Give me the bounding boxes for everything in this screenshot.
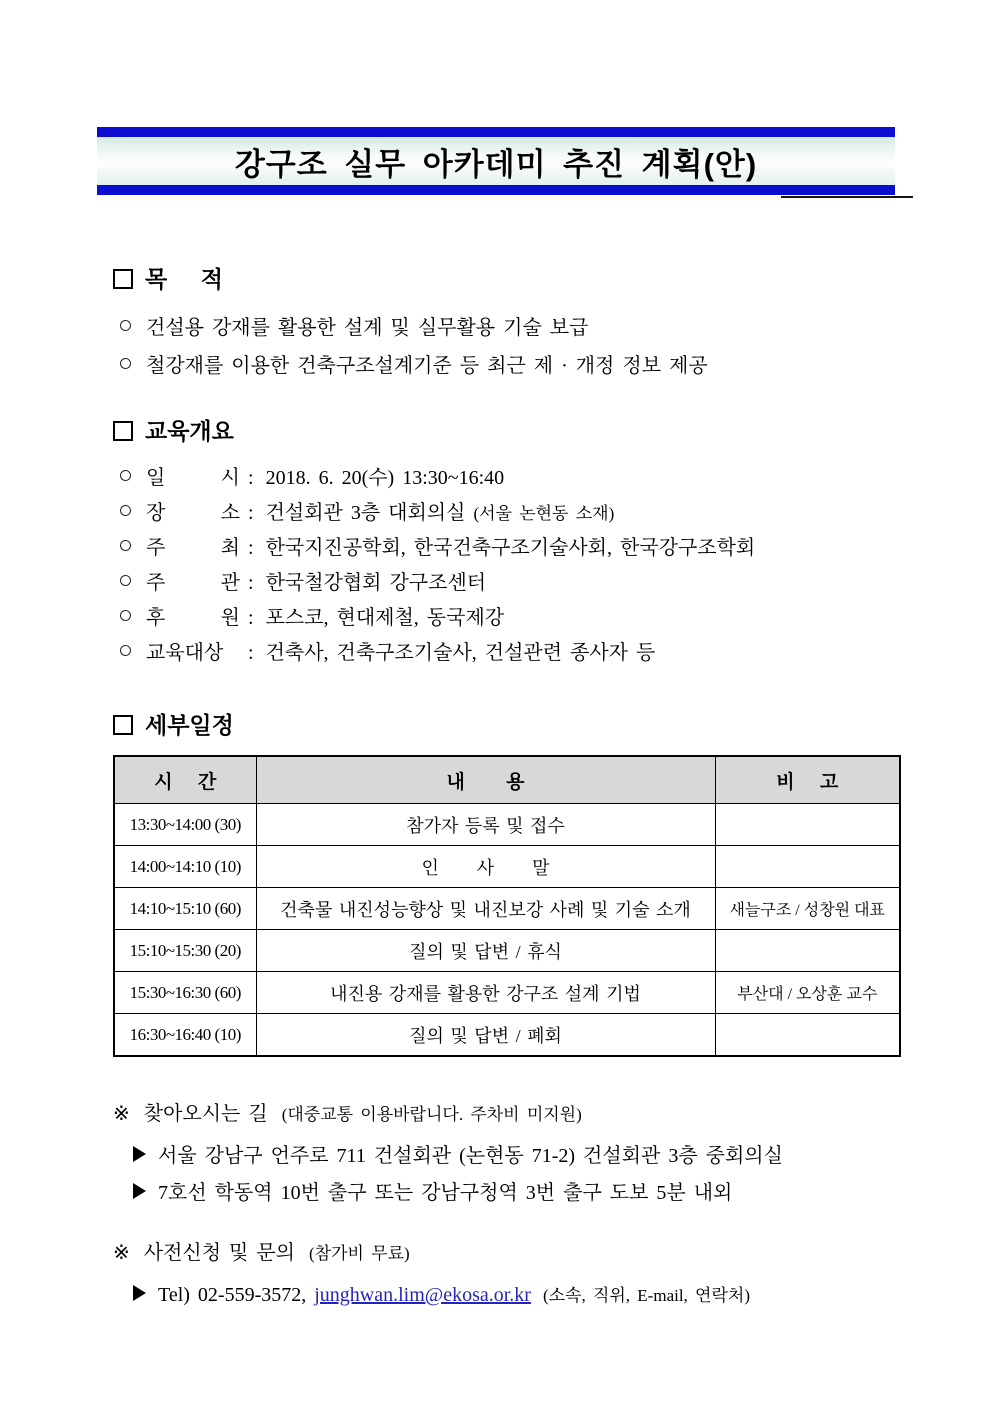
- hollow-square-icon: [113, 269, 133, 289]
- schedule-row: [114, 888, 900, 930]
- schedule-row: [114, 930, 900, 972]
- reference-mark-icon: ※: [113, 1242, 130, 1264]
- contact-heading: [113, 1238, 899, 1269]
- note-cell: 부산대 / 오상훈 교수: [715, 972, 900, 1014]
- email-link[interactable]: junghwan.lim@ekosa.or.kr: [314, 1284, 531, 1306]
- overview-colon: :: [248, 642, 254, 664]
- purpose-heading-label: 목 적: [145, 266, 223, 292]
- content-cell: 내진용 강재를 활용한 강구조 설계 기법: [256, 972, 715, 1014]
- circle-bullet-icon: [120, 470, 131, 481]
- overview-label: 주 최: [146, 537, 240, 559]
- title-banner: [97, 127, 895, 195]
- schedule-row: [114, 972, 900, 1014]
- header-cell-content: 내 용: [256, 756, 715, 804]
- directions-list: [133, 1138, 899, 1212]
- overview-list: [117, 461, 899, 671]
- content-cell: 건축물 내진성능향상 및 내진보강 사례 및 기술 소개: [256, 888, 715, 930]
- contact-heading-note: (참가비 무료): [309, 1244, 410, 1263]
- overview-value: 건설회관 3층 대회의실: [265, 502, 466, 524]
- purpose-item: [117, 309, 899, 347]
- circle-bullet-icon: [120, 320, 131, 331]
- circle-bullet-icon: [120, 540, 131, 551]
- overview-value: 건축사, 건축구조기술사, 건설관련 종사자 등: [265, 642, 656, 664]
- overview-row: [117, 636, 899, 671]
- overview-value: 포스코, 현대제철, 동국제강: [265, 607, 505, 629]
- circle-bullet-icon: [120, 610, 131, 621]
- table-header-row: [114, 756, 900, 804]
- overview-value: 2018. 6. 20(수) 13:30~16:40: [265, 467, 505, 489]
- direction-item: [133, 1138, 899, 1175]
- circle-bullet-icon: [120, 505, 131, 516]
- circle-bullet-icon: [120, 358, 131, 369]
- section-overview-heading: [113, 417, 899, 445]
- note-cell: 새늘구조 / 성창원 대표: [715, 888, 900, 930]
- overview-label: 일 시: [146, 467, 240, 489]
- content-cell: 질의 및 답변 / 휴식: [256, 930, 715, 972]
- overview-row: [117, 566, 899, 601]
- time-cell: 16:30~16:40 (10): [114, 1014, 256, 1057]
- arrow-bullet-icon: [133, 1183, 146, 1199]
- schedule-row: [114, 846, 900, 888]
- overview-value: 한국지진공학회, 한국건축구조기술사회, 한국강구조학회: [265, 537, 756, 559]
- overview-colon: :: [248, 502, 254, 524]
- overview-value-note: (서울 논현동 소재): [473, 504, 615, 523]
- directions-section: [113, 1099, 899, 1212]
- schedule-table: [113, 755, 901, 1057]
- banner-body: [97, 137, 895, 185]
- banner-bottom-bar: [97, 185, 895, 195]
- time-cell: 15:10~15:30 (20): [114, 930, 256, 972]
- header-cell-note: 비 고: [715, 756, 900, 804]
- purpose-list: [117, 309, 899, 385]
- overview-colon: :: [248, 572, 254, 594]
- purpose-item-text: 건설용 강재를 활용한 설계 및 실무활용 기술 보급: [146, 317, 589, 339]
- note-cell: [715, 846, 900, 888]
- section-purpose-heading: [113, 265, 899, 293]
- hollow-square-icon: [113, 715, 133, 735]
- directions-heading-label: 찾아오시는 길: [143, 1103, 268, 1125]
- header-cell-time: 시 간: [114, 756, 256, 804]
- overview-row: [117, 496, 899, 531]
- contact-heading-label: 사전신청 및 문의: [143, 1242, 296, 1264]
- direction-item: [133, 1175, 899, 1212]
- time-cell: 15:30~16:30 (60): [114, 972, 256, 1014]
- circle-bullet-icon: [120, 645, 131, 656]
- overview-colon: :: [248, 607, 254, 629]
- overview-label: 장 소: [146, 502, 240, 524]
- schedule-row: [114, 1014, 900, 1057]
- content-cell: 인 사 말: [256, 846, 715, 888]
- arrow-bullet-icon: [133, 1285, 146, 1301]
- schedule-heading-label: 세부일정: [145, 712, 234, 738]
- purpose-item: [117, 347, 899, 385]
- content-cell: 질의 및 답변 / 폐회: [256, 1014, 715, 1057]
- time-cell: 13:30~14:00 (30): [114, 804, 256, 846]
- direction-item-text: 7호선 학동역 10번 출구 또는 강남구청역 3번 출구 도보 5분 내외: [158, 1182, 733, 1204]
- overview-row: [117, 601, 899, 636]
- overview-heading-label: 교육개요: [145, 418, 234, 444]
- hollow-square-icon: [113, 421, 133, 441]
- overview-label: 교육대상: [146, 642, 224, 664]
- schedule-row: [114, 804, 900, 846]
- directions-heading: [113, 1099, 899, 1130]
- direction-item-text: 서울 강남구 언주로 711 건설회관 (논현동 71-2) 건설회관 3층 중회의실: [158, 1145, 783, 1167]
- note-cell: [715, 804, 900, 846]
- contact-list: [133, 1277, 899, 1314]
- email-note: (소속, 직위, E-mail, 연락처): [542, 1286, 750, 1305]
- note-cell: [715, 930, 900, 972]
- overview-label: 주 관: [146, 572, 240, 594]
- arrow-bullet-icon: [133, 1146, 146, 1162]
- overview-row: [117, 531, 899, 566]
- section-schedule-heading: [113, 711, 899, 739]
- time-cell: 14:10~15:10 (60): [114, 888, 256, 930]
- tel-text: Tel) 02-559-3572,: [158, 1284, 307, 1306]
- overview-colon: :: [248, 537, 254, 559]
- reference-mark-icon: ※: [113, 1103, 130, 1125]
- directions-heading-note: (대중교통 이용바랍니다. 주차비 미지원): [281, 1105, 582, 1124]
- banner-top-bar: [97, 127, 895, 137]
- time-cell: 14:00~14:10 (10): [114, 846, 256, 888]
- contact-section: [113, 1238, 899, 1314]
- purpose-item-text: 철강재를 이용한 건축구조설계기준 등 최근 제 · 개정 정보 제공: [146, 355, 708, 377]
- overview-label: 후 원: [146, 607, 240, 629]
- page-title: 강구조 실무 아카데미 추진 계획(안): [234, 146, 758, 182]
- overview-colon: :: [248, 467, 254, 489]
- content-cell: 참가자 등록 및 접수: [256, 804, 715, 846]
- overview-value: 한국철강협회 강구조센터: [265, 572, 487, 594]
- overview-row: [117, 461, 899, 496]
- circle-bullet-icon: [120, 575, 131, 586]
- note-cell: [715, 1014, 900, 1057]
- contact-item: [133, 1277, 899, 1314]
